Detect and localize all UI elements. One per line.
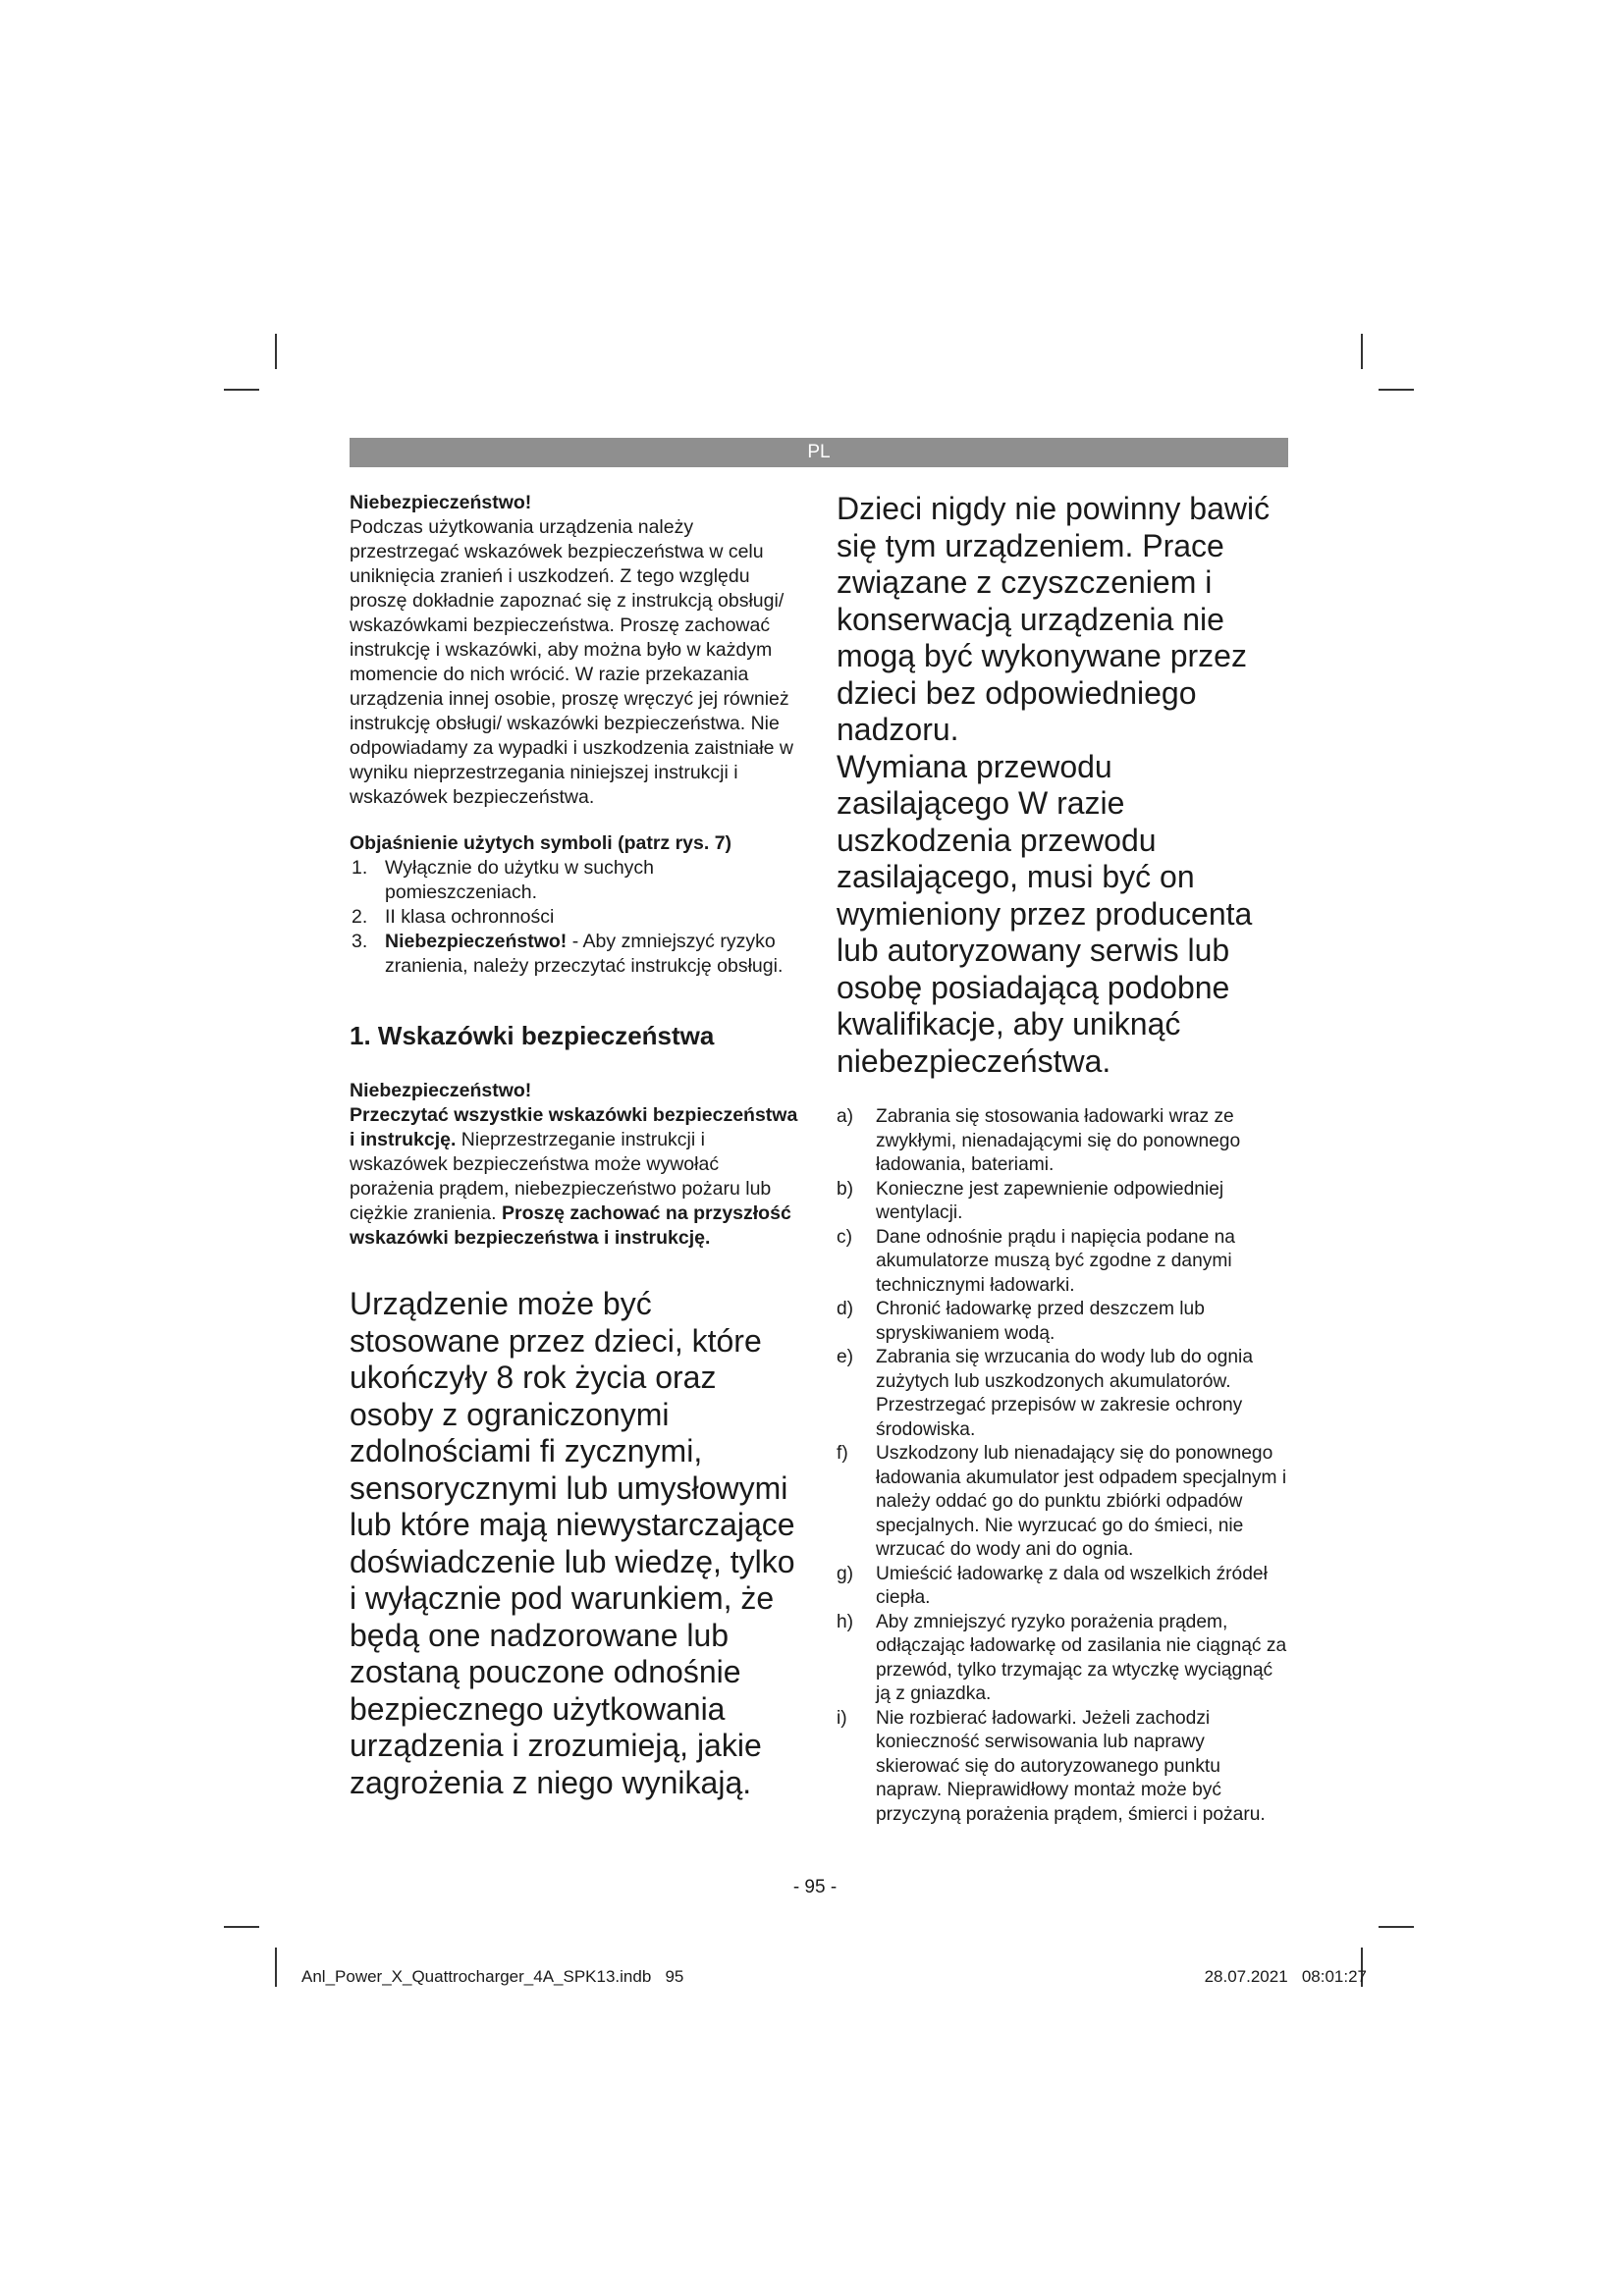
- symbol-number: 1.: [352, 857, 368, 879]
- page-number: - 95 -: [792, 1877, 838, 1897]
- safety-item: [837, 1226, 1288, 1299]
- safety-item-text: Zabrania się wrzucania do wody lub do ognia zużytych lub uszkodzonych akumulatorów. Przestrzegać przepisów w zakresie ochrony środowiska.: [876, 1347, 1253, 1440]
- symbol-text: Wyłącznie do użytku w suchych pomieszczeniach.: [385, 857, 655, 903]
- symbols-list: [350, 856, 801, 979]
- children-usage-notice: Urządzenie może być stosowane przez dzieci, które ukończyły 8 rok życia oraz osoby z ograniczonymi zdolnościami fi zycznymi, sensorycznymi lub umysłowymi lub które mają niewystarczające doświadczenie lub wiedzę, tylko i wyłącznie pod warunkiem, że będą one nadzorowane lub zostaną pouczone odnośnie bezpiecznego użytkowania urządzenia i zrozumieją, jakie zagrożenia z niego wynikają.: [350, 1286, 795, 1800]
- warning-heading: Niebezpieczeństwo!: [350, 1080, 532, 1101]
- safety-item-text: Konieczne jest zapewnienie odpowiedniej wentylacji.: [876, 1178, 1224, 1223]
- safety-item-text: Nie rozbierać ładowarki. Jeżeli zachodzi konieczność serwisowania lub naprawy skierować się do autoryzowanego punktu napraw. Nieprawidłowy montaż może być przyczyną porażenia prądem, śmierci i pożaru.: [876, 1707, 1266, 1825]
- symbol-bold: Niebezpieczeństwo!: [385, 931, 568, 952]
- safety-item-text: Chronić ładowarkę przed deszczem lub spryskiwaniem wodą.: [876, 1299, 1205, 1344]
- section-title: 1. Wskazówki bezpieczeństwa: [350, 1021, 715, 1050]
- left-column: [350, 491, 801, 1801]
- symbol-item: [350, 856, 801, 905]
- warning-bold-lead: Przeczytać wszystkie wskazówki bezpieczeństwa i instrukcję.: [350, 1104, 798, 1150]
- print-timestamp: 28.07.2021 08:01:27: [1204, 1967, 1367, 1986]
- language-label: PL: [807, 442, 831, 462]
- crop-mark: [1379, 389, 1414, 391]
- safety-item-label: a): [837, 1106, 854, 1127]
- crop-mark: [224, 389, 259, 391]
- safety-item: [837, 1563, 1288, 1611]
- crop-mark: [275, 334, 277, 369]
- symbol-number: 3.: [352, 931, 368, 952]
- crop-mark: [1379, 1926, 1414, 1928]
- symbol-text: - Aby zmniejszyć ryzyko zranienia, należy przeczytać instrukcję obsługi.: [385, 931, 784, 977]
- safety-item-label: g): [837, 1563, 854, 1584]
- language-header-bar: [350, 438, 1288, 467]
- symbol-text: II klasa ochronności: [385, 906, 555, 928]
- symbol-number: 2.: [352, 906, 368, 928]
- safety-list: [837, 1105, 1288, 1827]
- symbol-item: [350, 905, 801, 930]
- children-play-notice: Dzieci nigdy nie powinny bawić się tym urządzeniem. Prace związane z czyszczeniem i konserwacją urządzenia nie mogą być wykonywane przez dzieci bez odpowiedniego nadzoru.: [837, 491, 1271, 747]
- safety-item-label: i): [837, 1707, 847, 1729]
- safety-item-text: Uszkodzony lub nienadający się do ponownego ładowania akumulator jest odpadem specjalnym i należy oddać go do punktu zbiórki odpadów specjalnych. Nie wyrzucać go do śmieci, nie wrzucać do wody ani do ognia.: [876, 1443, 1287, 1560]
- safety-item: [837, 1298, 1288, 1346]
- symbols-heading: Objaśnienie użytych symboli (patrz rys. 7): [350, 832, 732, 854]
- crop-mark: [224, 1926, 259, 1928]
- safety-item-text: Aby zmniejszyć ryzyko porażenia prądem, odłączając ładowarkę od zasilania nie ciągnąć za przewód, tylko trzymając za wtyczkę wyciągnąć ją z gniazdka.: [876, 1611, 1287, 1704]
- warning-body: Nieprzestrzeganie instrukcji i wskazówek bezpieczeństwa może wywołać porażenia prądem, niebezpieczeństwo pożaru lub ciężkie zranienia.: [350, 1129, 772, 1224]
- intro-heading: Niebezpieczeństwo!: [350, 492, 532, 513]
- safety-item: [837, 1346, 1288, 1442]
- safety-item-label: d): [837, 1299, 854, 1319]
- safety-item-label: e): [837, 1347, 854, 1367]
- safety-item-label: b): [837, 1178, 854, 1200]
- safety-item: [837, 1442, 1288, 1563]
- intro-paragraph: Podczas użytkowania urządzenia należy przestrzegać wskazówek bezpieczeństwa w celu uniknięcia zranień i uszkodzeń. Z tego względu proszę dokładnie zapoznać się z instrukcją obsługi/ wskazówkami bezpieczeństwa. Proszę zachować instrukcję i wskazówki, aby można było w każdym momencie do nich wrócić. W razie przekazania urządzenia innej osobie, proszę wręczyć jej również instrukcję obsługi/ wskazówki bezpieczeństwa. Nie odpowiadamy za wypadki i uszkodzenia zaistniałe w wyniku nieprzestrzegania niniejszej instrukcji i wskazówek bezpieczeństwa.: [350, 516, 793, 808]
- safety-item: [837, 1611, 1288, 1707]
- warning-paragraph: [350, 1103, 801, 1251]
- safety-item-label: h): [837, 1611, 854, 1632]
- safety-item: [837, 1707, 1288, 1828]
- safety-item-text: Dane odnośnie prądu i napięcia podane na akumulatorze muszą być zgodne z danymi technicznymi ładowarki.: [876, 1226, 1235, 1296]
- safety-item: [837, 1178, 1288, 1226]
- symbol-item: [350, 930, 801, 979]
- safety-item: [837, 1105, 1288, 1178]
- safety-item-text: Zabrania się stosowania ładowarki wraz ze zwykłymi, nienadającymi się do ponownego ładowania, bateriami.: [876, 1106, 1241, 1175]
- safety-item-text: Umieścić ładowarkę z dala od wszelkich źródeł ciepła.: [876, 1563, 1268, 1608]
- safety-item-label: c): [837, 1226, 852, 1248]
- crop-mark: [1361, 334, 1363, 369]
- print-file-name: Anl_Power_X_Quattrocharger_4A_SPK13.indb 95: [301, 1967, 684, 1986]
- power-cord-notice: Wymiana przewodu zasilającego W razie uszkodzenia przewodu zasilającego, musi być on wymieniony przez producenta lub autoryzowany serwis lub osobę posiadającą podobne kwalifikacje, aby uniknąć niebezpieczeństwa.: [837, 748, 1253, 1079]
- safety-item-label: f): [837, 1443, 848, 1464]
- right-column: [837, 491, 1288, 1827]
- crop-mark: [275, 1948, 277, 1987]
- warning-bold-tail: Proszę zachować na przyszłość wskazówki bezpieczeństwa i instrukcję.: [350, 1202, 791, 1249]
